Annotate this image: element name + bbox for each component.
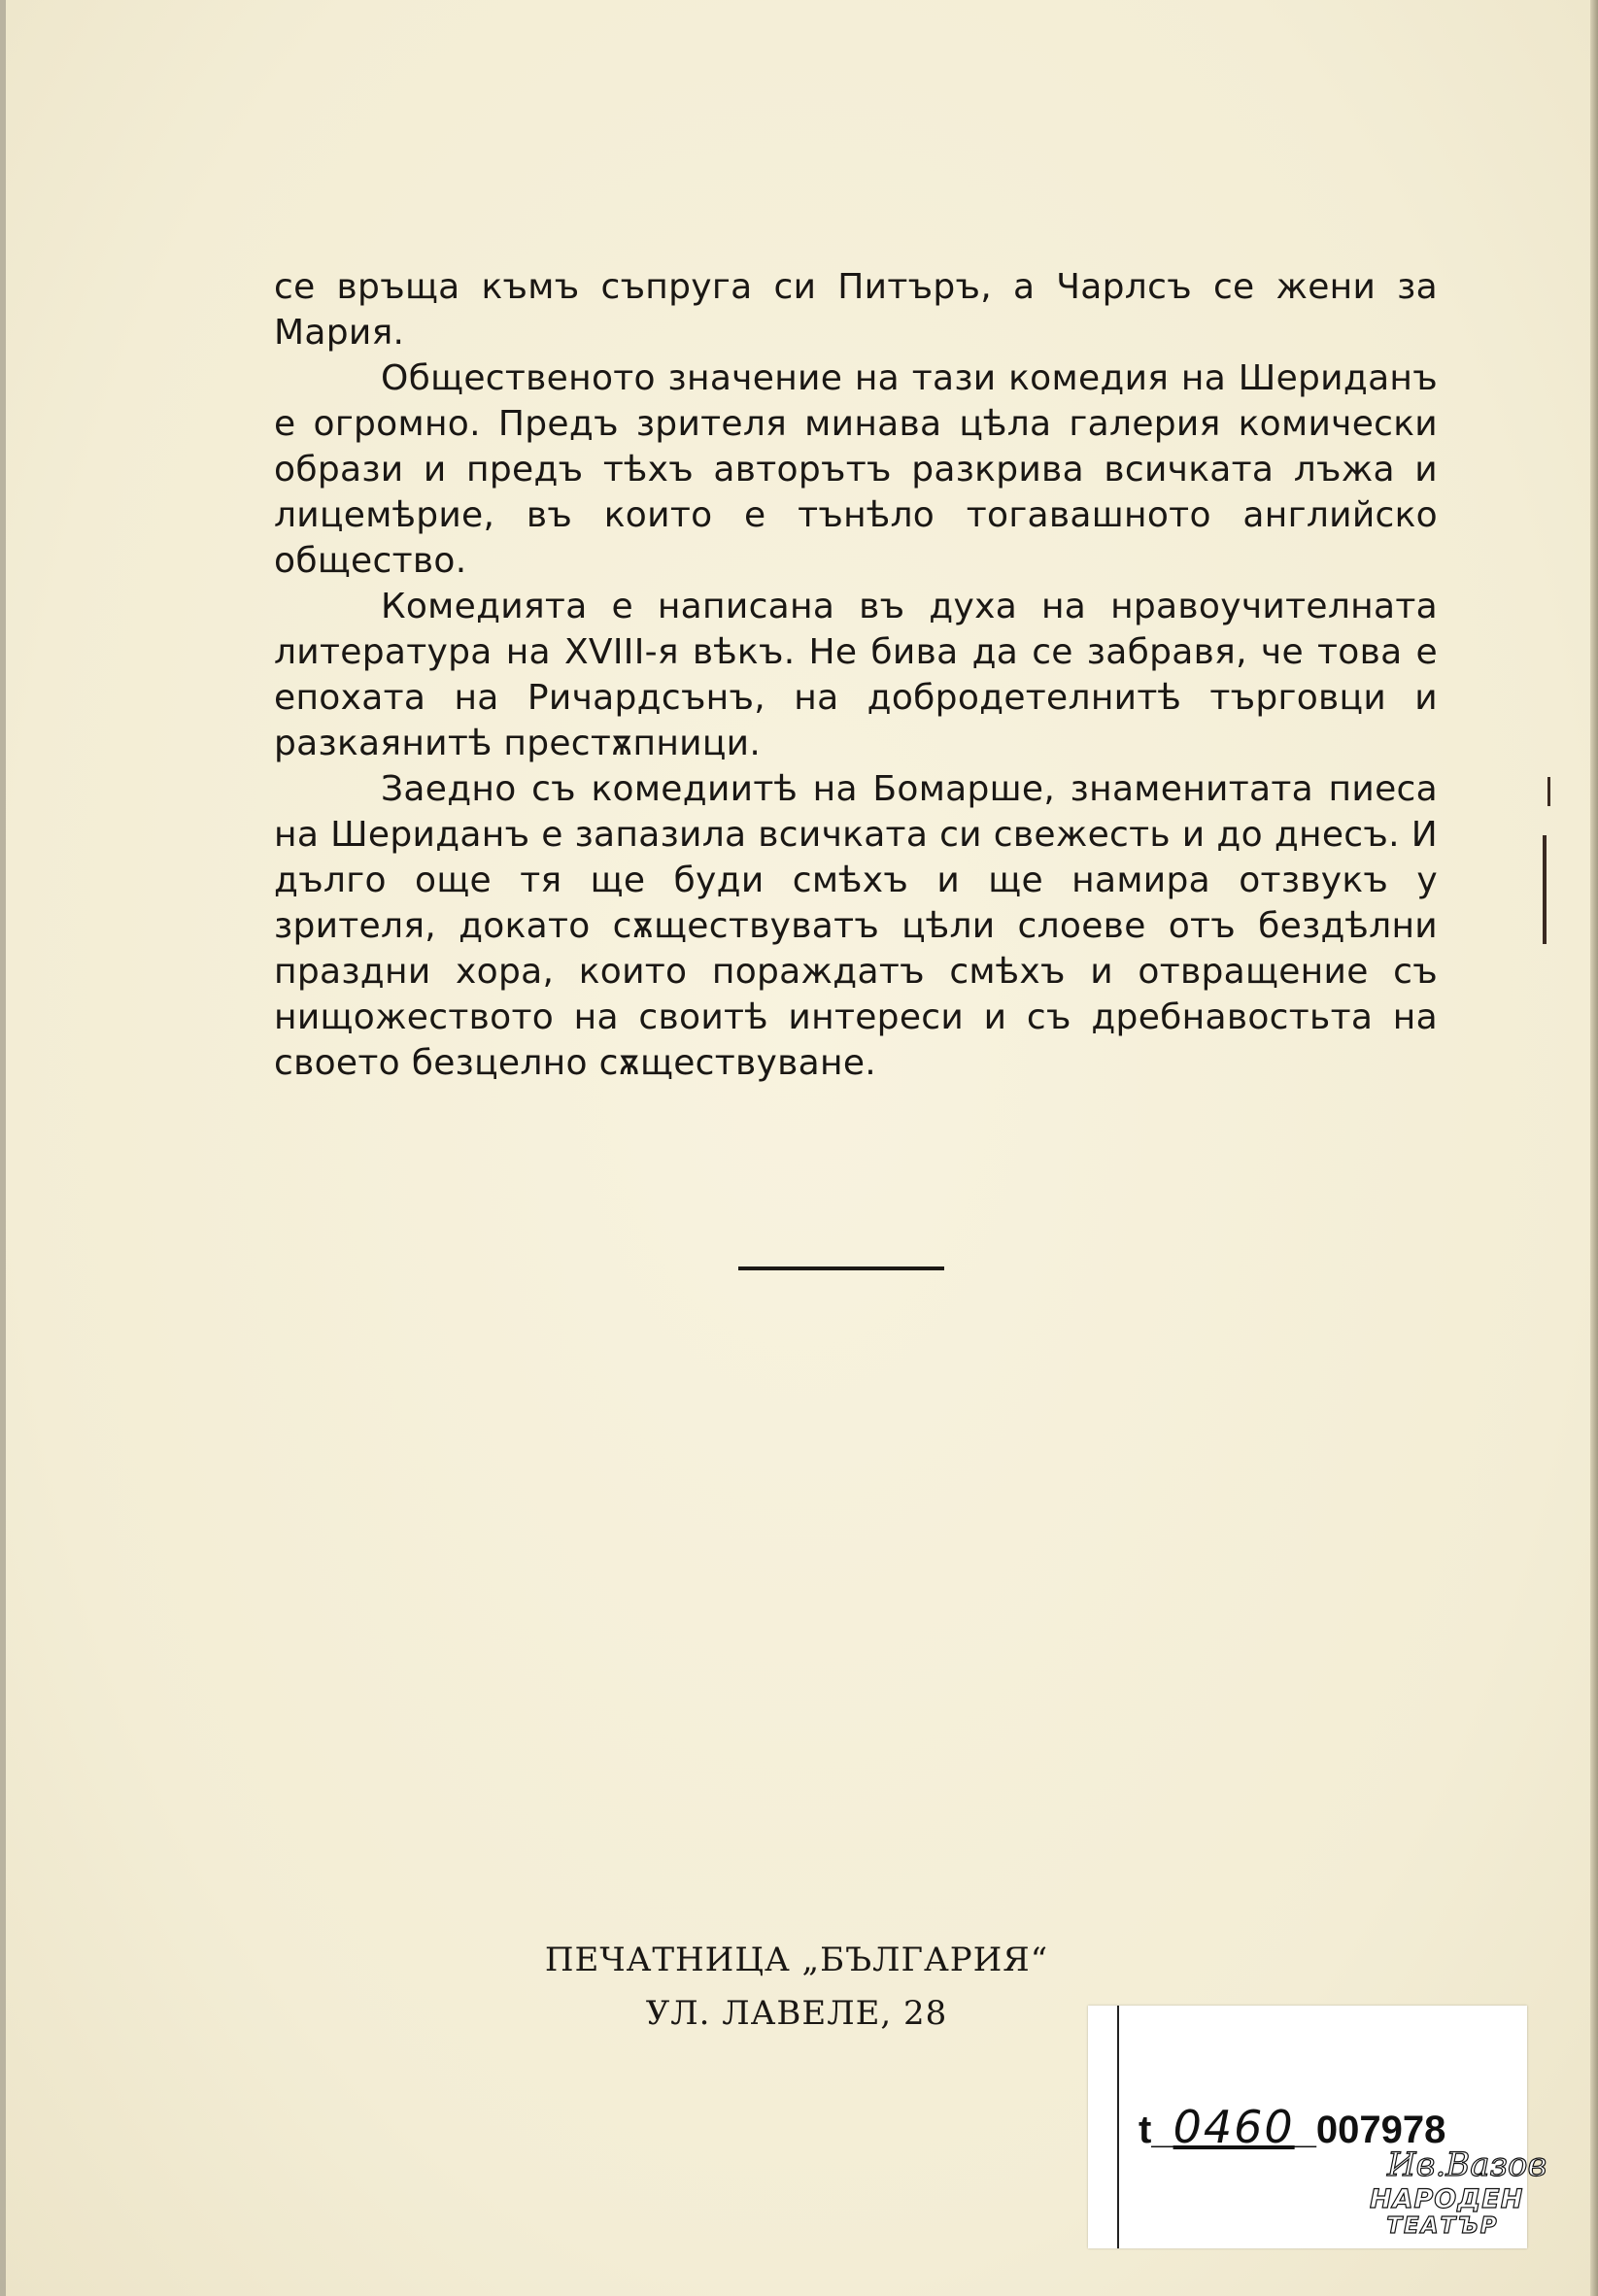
national-theatre-logo bbox=[1370, 2145, 1547, 2241]
section-divider bbox=[738, 1266, 944, 1270]
printer-address: УЛ. ЛАВЕЛЕ, 28 bbox=[645, 1994, 948, 2033]
label-divider bbox=[1117, 2006, 1119, 2248]
logo-line-1: НАРОДЕН bbox=[1370, 2184, 1524, 2214]
archive-id-number: _007978 bbox=[1294, 2109, 1446, 2151]
printer-name: ПЕЧАТНИЦА „БЪЛГАРИЯ“ bbox=[544, 1941, 1049, 1979]
scan-edge-right bbox=[1590, 0, 1598, 2296]
edge-mark bbox=[1543, 835, 1547, 944]
paragraph: Комедията е написана въ духа на нравоучителната литература на XVIII-я вѣкъ. Не бива да се забравя, че това е епохата на Ричардсънъ, на добродетелнитѣ търговци и разкаянитѣ престѫпници. bbox=[274, 587, 1438, 763]
archive-id-prefix: t_ bbox=[1139, 2109, 1173, 2151]
archive-label bbox=[1088, 2006, 1547, 2248]
paragraph: Заедно съ комедиитѣ на Бомарше, знаменитата пиеса на Шериданъ е запазила всичката си свежесть и до днесъ. И дълго още тя ще буди смѣхъ и ще намира отзвукъ у зрителя, докато сѫществуватъ цѣли слоеве отъ бездѣлни праздни хора, които пораждатъ смѣхъ и отвращение съ нищожеството на своитѣ интереси и съ дребнавостьта на своето безцелно сѫществуване. bbox=[274, 769, 1438, 1083]
logo-signature: Ив.Вазов bbox=[1387, 2145, 1547, 2184]
edge-mark bbox=[1547, 777, 1550, 806]
logo-line-2: ТЕАТЪР bbox=[1386, 2213, 1499, 2239]
paragraph: Общественото значение на тази комедия на Шериданъ е огромно. Предъ зрителя минава цѣла галерия комически образи и предъ тѣхъ авторътъ разкрива всичката лъжа и лицемѣрие, въ които е тънѣло тогавашното английско общество. bbox=[274, 358, 1438, 581]
paragraph-continuation: се връща къмъ съпруга си Питъръ, а Чарлсъ се жени за Мария. bbox=[274, 267, 1438, 353]
archive-id-handwritten: 0460 bbox=[1173, 2101, 1295, 2153]
body-text bbox=[274, 264, 1438, 1086]
scan-edge-left bbox=[0, 0, 6, 2296]
